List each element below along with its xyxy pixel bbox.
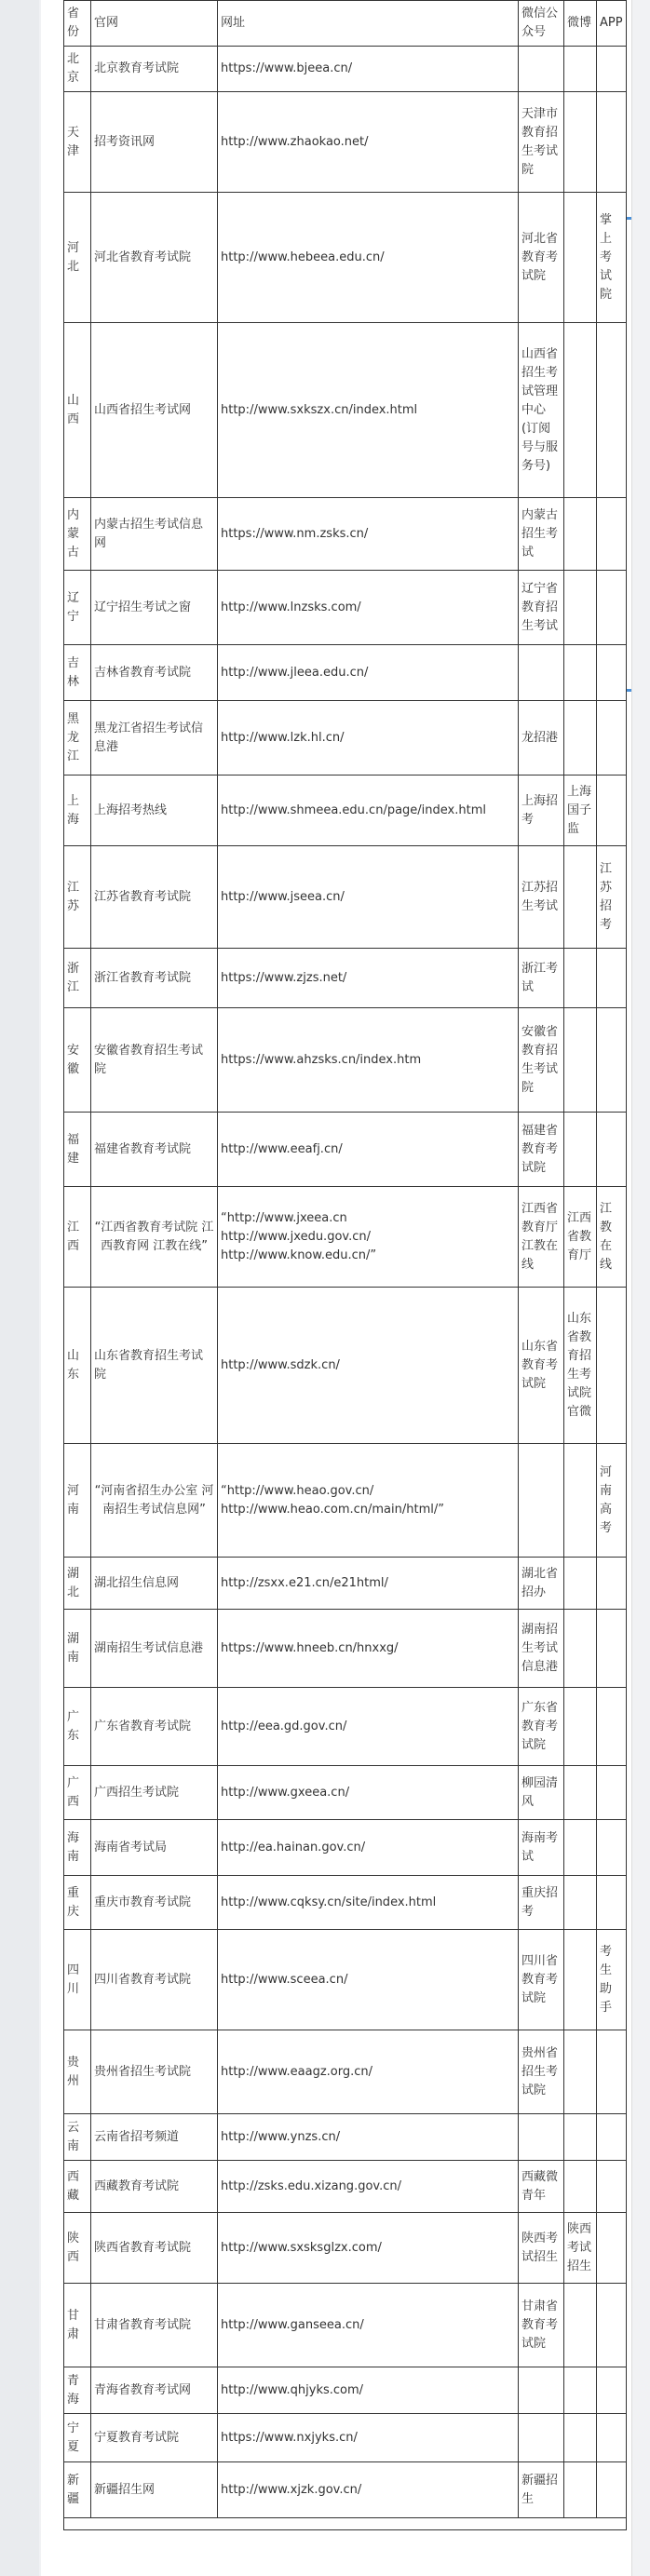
- app-cell: 江苏招考: [597, 846, 627, 949]
- url-cell: http://www.eaagz.org.cn/: [218, 2030, 519, 2114]
- site-name-cell: 湖北招生信息网: [91, 1558, 218, 1610]
- app-cell: [597, 1008, 627, 1113]
- app-cell: [597, 92, 627, 193]
- app-cell: [597, 949, 627, 1008]
- table-row: [64, 2462, 627, 2518]
- province-cell: 甘肃: [64, 2284, 91, 2367]
- site-name-cell: 吉林省教育考试院: [91, 645, 218, 701]
- app-cell: [597, 1610, 627, 1688]
- site-name-cell: 四川省教育考试院: [91, 1930, 218, 2030]
- left-background-strip: [0, 0, 39, 2576]
- province-cell: 西藏: [64, 2161, 91, 2213]
- site-name-cell: 黑龙江省招生考试信息港: [91, 701, 218, 775]
- url-cell: http://www.hebeea.edu.cn/: [218, 193, 519, 323]
- wechat-cell: 河北省教育考试院: [519, 193, 564, 323]
- wechat-cell: [519, 645, 564, 701]
- site-name-cell: 招考资讯网: [91, 92, 218, 193]
- table-row: [64, 1876, 627, 1930]
- wechat-cell: 安徽省教育招生考试院: [519, 1008, 564, 1113]
- wechat-cell: 甘肃省教育考试院: [519, 2284, 564, 2367]
- wechat-cell: [519, 2114, 564, 2161]
- table-row: [64, 323, 627, 498]
- wechat-cell: 湖南招生考试信息港: [519, 1610, 564, 1688]
- province-cell: 四川: [64, 1930, 91, 2030]
- table-row: [64, 2213, 627, 2284]
- wechat-cell: [519, 2414, 564, 2462]
- table-row: [64, 571, 627, 645]
- weibo-cell: [564, 1930, 597, 2030]
- app-cell: [597, 1688, 627, 1766]
- wechat-cell: 上海招考: [519, 775, 564, 846]
- app-cell: [597, 47, 627, 92]
- app-cell: [597, 2114, 627, 2161]
- app-cell: [597, 1558, 627, 1610]
- url-cell: [218, 1187, 519, 1288]
- site-name-cell: 宁夏教育考试院: [91, 2414, 218, 2462]
- url-cell: https://www.zjzs.net/: [218, 949, 519, 1008]
- site-name-cell: 北京教育考试院: [91, 47, 218, 92]
- site-name-cell: 福建省教育考试院: [91, 1113, 218, 1187]
- header-app: APP: [597, 1, 627, 47]
- app-cell: 掌上考试院: [597, 193, 627, 323]
- province-cell: 广东: [64, 1688, 91, 1766]
- app-cell: [597, 775, 627, 846]
- wechat-cell: 龙招港: [519, 701, 564, 775]
- site-name-cell: 贵州省招生考试院: [91, 2030, 218, 2114]
- site-name-cell: 安徽省教育招生考试院: [91, 1008, 218, 1113]
- table-row: [64, 2367, 627, 2414]
- province-cell: 河北: [64, 193, 91, 323]
- table-row: [64, 846, 627, 949]
- weibo-cell: [564, 323, 597, 498]
- site-name-cell: 西藏教育考试院: [91, 2161, 218, 2213]
- weibo-cell: [564, 193, 597, 323]
- app-cell: [597, 323, 627, 498]
- site-name-cell: 湖南招生考试信息港: [91, 1610, 218, 1688]
- province-cell: 宁夏: [64, 2414, 91, 2462]
- app-cell: [597, 2284, 627, 2367]
- weibo-cell: [564, 2030, 597, 2114]
- wechat-cell: 江西省教育厅江教在线: [519, 1187, 564, 1288]
- province-cell: 青海: [64, 2367, 91, 2414]
- header-weibo: 微博: [564, 1, 597, 47]
- site-name-cell: 山东省教育招生考试院: [91, 1288, 218, 1444]
- wechat-cell: 天津市教育招生考试院: [519, 92, 564, 193]
- wechat-cell: 广东省教育考试院: [519, 1688, 564, 1766]
- wechat-cell: 陕西考试招生: [519, 2213, 564, 2284]
- url-line: http://www.heao.com.cn/main/html/”: [221, 1502, 444, 1517]
- app-cell: [597, 701, 627, 775]
- url-cell: http://ea.hainan.gov.cn/: [218, 1820, 519, 1876]
- weibo-cell: [564, 1444, 597, 1558]
- header-province: 省份: [64, 1, 91, 47]
- province-cell: 湖北: [64, 1558, 91, 1610]
- weibo-cell: [564, 2462, 597, 2518]
- url-cell: http://www.shmeea.edu.cn/page/index.html: [218, 775, 519, 846]
- table-header-row: [64, 1, 627, 47]
- url-cell: https://www.nxjyks.cn/: [218, 2414, 519, 2462]
- app-cell: [597, 498, 627, 571]
- app-cell: 考生助手: [597, 1930, 627, 2030]
- wechat-cell: 福建省教育考试院: [519, 1113, 564, 1187]
- app-cell: [597, 571, 627, 645]
- url-cell: http://www.qhjyks.com/: [218, 2367, 519, 2414]
- province-cell: 辽宁: [64, 571, 91, 645]
- table-row: [64, 2030, 627, 2114]
- weibo-cell: [564, 1008, 597, 1113]
- province-cell: 湖南: [64, 1610, 91, 1688]
- table-footer-cell: [64, 2518, 627, 2530]
- province-cell: 新疆: [64, 2462, 91, 2518]
- table-row: [64, 1008, 627, 1113]
- province-cell: 云南: [64, 2114, 91, 2161]
- exam-institutions-table: [63, 0, 627, 2530]
- wechat-cell: 新疆招生: [519, 2462, 564, 2518]
- app-cell: [597, 2161, 627, 2213]
- table-row: [64, 92, 627, 193]
- url-cell: [218, 1444, 519, 1558]
- site-name-cell: 新疆招生网: [91, 2462, 218, 2518]
- site-name-cell: 云南省招考频道: [91, 2114, 218, 2161]
- wechat-cell: 柳园清风: [519, 1766, 564, 1820]
- weibo-cell: 江西省教育厅: [564, 1187, 597, 1288]
- weibo-cell: [564, 2367, 597, 2414]
- table-footer-row: [64, 2518, 627, 2530]
- province-cell: 安徽: [64, 1008, 91, 1113]
- table-row: [64, 498, 627, 571]
- weibo-cell: [564, 571, 597, 645]
- app-cell: [597, 2367, 627, 2414]
- province-cell: 福建: [64, 1113, 91, 1187]
- url-cell: http://www.sxkszx.cn/index.html: [218, 323, 519, 498]
- url-cell: http://eea.gd.gov.cn/: [218, 1688, 519, 1766]
- province-cell: 内蒙古: [64, 498, 91, 571]
- province-cell: 江苏: [64, 846, 91, 949]
- province-cell: 陕西: [64, 2213, 91, 2284]
- app-cell: [597, 2213, 627, 2284]
- site-name-cell: 江苏省教育考试院: [91, 846, 218, 949]
- weibo-cell: [564, 2161, 597, 2213]
- app-cell: [597, 2030, 627, 2114]
- weibo-cell: [564, 2414, 597, 2462]
- wechat-cell: 海南考试: [519, 1820, 564, 1876]
- table-row: [64, 645, 627, 701]
- url-cell: http://www.sxsksglzx.com/: [218, 2213, 519, 2284]
- url-cell: http://zsks.edu.xizang.gov.cn/: [218, 2161, 519, 2213]
- app-cell: [597, 1820, 627, 1876]
- url-cell: http://www.gxeea.cn/: [218, 1766, 519, 1820]
- table-row: [64, 949, 627, 1008]
- url-cell: http://www.cqksy.cn/site/index.html: [218, 1876, 519, 1930]
- weibo-cell: [564, 1610, 597, 1688]
- table-row: [64, 1930, 627, 2030]
- site-name-cell: 甘肃省教育考试院: [91, 2284, 218, 2367]
- wechat-cell: 辽宁省教育招生考试: [519, 571, 564, 645]
- province-cell: 海南: [64, 1820, 91, 1876]
- province-cell: 北京: [64, 47, 91, 92]
- app-cell: [597, 1766, 627, 1820]
- url-cell: https://www.bjeea.cn/: [218, 47, 519, 92]
- weibo-cell: [564, 1558, 597, 1610]
- url-cell: http://www.sdzk.cn/: [218, 1288, 519, 1444]
- table-row: [64, 775, 627, 846]
- app-cell: [597, 2462, 627, 2518]
- weibo-cell: 山东省教育招生考试院官微: [564, 1288, 597, 1444]
- url-cell: http://www.sceea.cn/: [218, 1930, 519, 2030]
- weibo-cell: 陕西考试招生: [564, 2213, 597, 2284]
- url-cell: http://www.lzk.hl.cn/: [218, 701, 519, 775]
- url-line: “http://www.heao.gov.cn/: [221, 1483, 374, 1498]
- site-name-cell: “河南省招生办公室 河南招生考试信息网”: [91, 1444, 218, 1558]
- weibo-cell: [564, 846, 597, 949]
- site-name-cell: 广东省教育考试院: [91, 1688, 218, 1766]
- url-cell: http://www.jseea.cn/: [218, 846, 519, 949]
- table-row: [64, 1820, 627, 1876]
- table-row: [64, 1187, 627, 1288]
- table-row: [64, 1288, 627, 1444]
- url-cell: http://www.jleea.edu.cn/: [218, 645, 519, 701]
- province-cell: 贵州: [64, 2030, 91, 2114]
- site-name-cell: 上海招考热线: [91, 775, 218, 846]
- wechat-cell: 湖北省招办: [519, 1558, 564, 1610]
- table-row: [64, 2161, 627, 2213]
- province-cell: 上海: [64, 775, 91, 846]
- wechat-cell: 山西省招生考试管理中心(订阅号与服务号): [519, 323, 564, 498]
- url-line: http://www.jxedu.gov.cn/: [221, 1229, 371, 1244]
- header-url: 网址: [218, 1, 519, 47]
- app-cell: [597, 1288, 627, 1444]
- site-name-cell: 海南省考试局: [91, 1820, 218, 1876]
- table-row: [64, 2284, 627, 2367]
- table-row: [64, 2414, 627, 2462]
- document-page: [41, 0, 632, 2576]
- weibo-cell: [564, 645, 597, 701]
- url-cell: http://www.lnzsks.com/: [218, 571, 519, 645]
- url-cell: https://www.hneeb.cn/hnxxg/: [218, 1610, 519, 1688]
- weibo-cell: [564, 1766, 597, 1820]
- site-name-cell: 重庆市教育考试院: [91, 1876, 218, 1930]
- app-cell: [597, 2414, 627, 2462]
- table-row: [64, 1444, 627, 1558]
- weibo-cell: [564, 2284, 597, 2367]
- header-site: 官网: [91, 1, 218, 47]
- app-cell: 江教在线: [597, 1187, 627, 1288]
- province-cell: 山东: [64, 1288, 91, 1444]
- province-cell: 浙江: [64, 949, 91, 1008]
- url-cell: https://www.ahzsks.cn/index.htm: [218, 1008, 519, 1113]
- table-row: [64, 701, 627, 775]
- header-wechat: 微信公众号: [519, 1, 564, 47]
- province-cell: 重庆: [64, 1876, 91, 1930]
- wechat-cell: [519, 2367, 564, 2414]
- table-row: [64, 193, 627, 323]
- province-cell: 天津: [64, 92, 91, 193]
- site-name-cell: “江西省教育考试院 江西教育网 江教在线”: [91, 1187, 218, 1288]
- weibo-cell: [564, 2114, 597, 2161]
- url-line: “http://www.jxeea.cn: [221, 1210, 347, 1225]
- site-name-cell: 河北省教育考试院: [91, 193, 218, 323]
- province-cell: 山西: [64, 323, 91, 498]
- weibo-cell: [564, 949, 597, 1008]
- weibo-cell: [564, 1113, 597, 1187]
- app-cell: 河南高考: [597, 1444, 627, 1558]
- table-row: [64, 1766, 627, 1820]
- url-cell: http://www.ganseea.cn/: [218, 2284, 519, 2367]
- site-name-cell: 山西省招生考试网: [91, 323, 218, 498]
- weibo-cell: [564, 92, 597, 193]
- site-name-cell: 浙江省教育考试院: [91, 949, 218, 1008]
- province-cell: 黑龙江: [64, 701, 91, 775]
- site-name-cell: 陕西省教育考试院: [91, 2213, 218, 2284]
- site-name-cell: 内蒙古招生考试信息网: [91, 498, 218, 571]
- url-cell: http://www.zhaokao.net/: [218, 92, 519, 193]
- wechat-cell: 江苏招生考试: [519, 846, 564, 949]
- wechat-cell: 重庆招考: [519, 1876, 564, 1930]
- wechat-cell: 西藏微青年: [519, 2161, 564, 2213]
- site-name-cell: 广西招生考试院: [91, 1766, 218, 1820]
- weibo-cell: [564, 701, 597, 775]
- wechat-cell: [519, 47, 564, 92]
- url-cell: http://www.ynzs.cn/: [218, 2114, 519, 2161]
- weibo-cell: [564, 498, 597, 571]
- wechat-cell: 四川省教育考试院: [519, 1930, 564, 2030]
- weibo-cell: [564, 47, 597, 92]
- table-row: [64, 1688, 627, 1766]
- wechat-cell: 山东省教育考试院: [519, 1288, 564, 1444]
- table-row: [64, 47, 627, 92]
- app-cell: [597, 1113, 627, 1187]
- wechat-cell: 浙江考试: [519, 949, 564, 1008]
- url-cell: http://www.eeafj.cn/: [218, 1113, 519, 1187]
- app-cell: [597, 1876, 627, 1930]
- weibo-cell: 上海国子监: [564, 775, 597, 846]
- weibo-cell: [564, 1820, 597, 1876]
- province-cell: 河南: [64, 1444, 91, 1558]
- url-cell: https://www.nm.zsks.cn/: [218, 498, 519, 571]
- table-row: [64, 1113, 627, 1187]
- app-cell: [597, 645, 627, 701]
- weibo-cell: [564, 1688, 597, 1766]
- url-line: http://www.know.edu.cn/”: [221, 1248, 377, 1262]
- table-row: [64, 2114, 627, 2161]
- province-cell: 广西: [64, 1766, 91, 1820]
- wechat-cell: 内蒙古招生考试: [519, 498, 564, 571]
- province-cell: 吉林: [64, 645, 91, 701]
- url-cell: http://www.xjzk.gov.cn/: [218, 2462, 519, 2518]
- province-cell: 江西: [64, 1187, 91, 1288]
- site-name-cell: 青海省教育考试网: [91, 2367, 218, 2414]
- wechat-cell: [519, 1444, 564, 1558]
- weibo-cell: [564, 1876, 597, 1930]
- table-row: [64, 1558, 627, 1610]
- url-cell: http://zsxx.e21.cn/e21html/: [218, 1558, 519, 1610]
- site-name-cell: 辽宁招生考试之窗: [91, 571, 218, 645]
- wechat-cell: 贵州省招生考试院: [519, 2030, 564, 2114]
- table-row: [64, 1610, 627, 1688]
